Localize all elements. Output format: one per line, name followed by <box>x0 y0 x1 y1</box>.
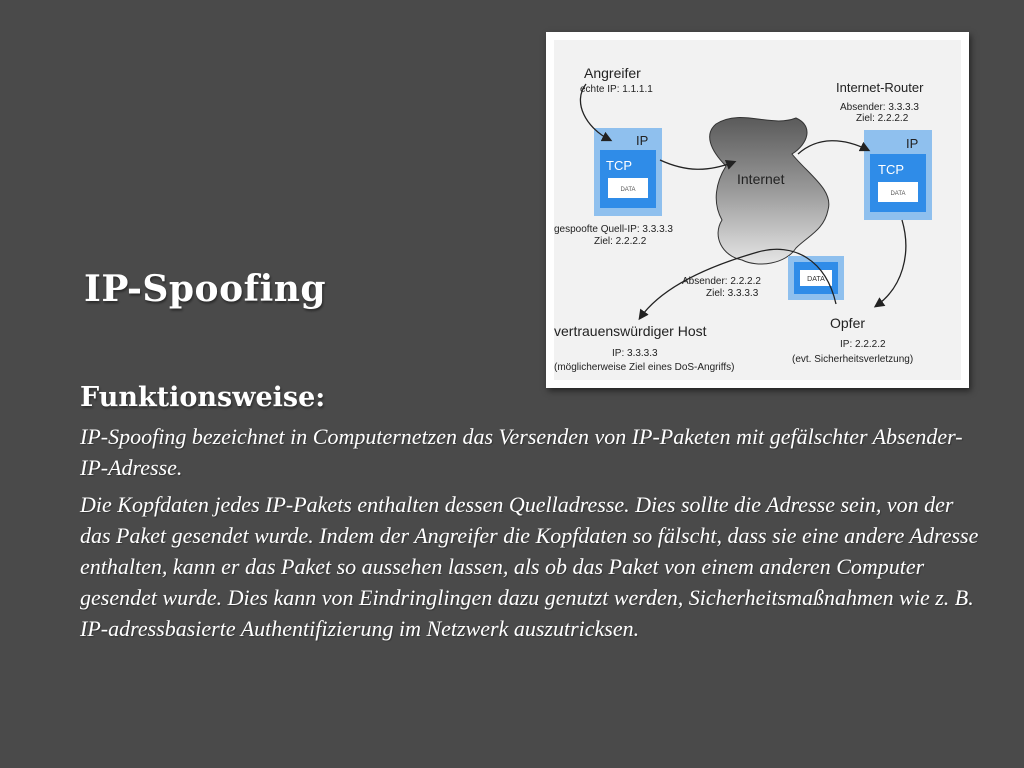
router-label: Internet-Router <box>836 80 924 95</box>
router-ip-header-label: IP <box>906 136 919 151</box>
definition-paragraph: IP-Spoofing bezeichnet in Computernetzen das Versenden von IP-Paketen mit gefälschter Absender-IP-Adresse. <box>80 424 963 480</box>
spoofed-source-label: gespoofte Quell-IP: 3.3.3.3 <box>554 224 673 235</box>
reply-packet <box>788 256 844 300</box>
attacker-packet <box>594 128 662 216</box>
slide-title: IP-Spoofing <box>84 268 327 310</box>
router-tcp-header-label: TCP <box>878 162 904 177</box>
victim-ip: IP: 2.2.2.2 <box>840 339 886 350</box>
reply-dest: Ziel: 3.3.3.3 <box>706 288 759 299</box>
trusted-host-note: (möglicherweise Ziel eines DoS-Angriffs) <box>554 362 735 373</box>
explanation-paragraph: Die Kopfdaten jedes IP-Pakets enthalten dessen Quelladresse. Dies sollte die Adresse sein, von der das Paket gesendet wurde. Indem der Angreifer die Kopfdaten so fälscht, dass sie eine andere Adresse enthalten, kann er das Paket so aussehen lassen, als ob das Paket von einem anderen Computer gesendet wurde. Dies kann von Eindringlingen dazu genutzt werden, Sicherheitsmaßnahmen wie z. B. IP-adressbasierte Authentifizierung im Netzwerk auszutricksen. <box>80 492 979 641</box>
section-heading: Funktionsweise: <box>80 382 326 413</box>
router-sender: Absender: 3.3.3.3 <box>840 102 919 113</box>
victim-label: Opfer <box>830 315 866 331</box>
trusted-host-ip: IP: 3.3.3.3 <box>612 348 658 359</box>
tcp-header-label: TCP <box>606 158 632 173</box>
payload-label: DATA <box>620 187 636 193</box>
ip-spoofing-diagram <box>546 32 969 388</box>
attacker-ip: echte IP: 1.1.1.1 <box>580 84 653 95</box>
reply-sender: Absender: 2.2.2.2 <box>682 276 761 287</box>
router-dest: Ziel: 2.2.2.2 <box>856 113 909 124</box>
reply-payload-label: DATA <box>807 276 825 283</box>
victim-note: (evt. Sicherheitsverletzung) <box>792 354 914 365</box>
attacker-label: Angreifer <box>584 65 641 81</box>
spoofed-dest-label: Ziel: 2.2.2.2 <box>594 236 647 247</box>
ip-header-label: IP <box>636 133 649 148</box>
router-packet <box>864 130 932 220</box>
trusted-host-label: vertrauenswürdiger Host <box>554 323 707 339</box>
internet-label: Internet <box>737 171 785 187</box>
router-payload-label: DATA <box>890 191 906 197</box>
slide-body <box>80 382 980 650</box>
